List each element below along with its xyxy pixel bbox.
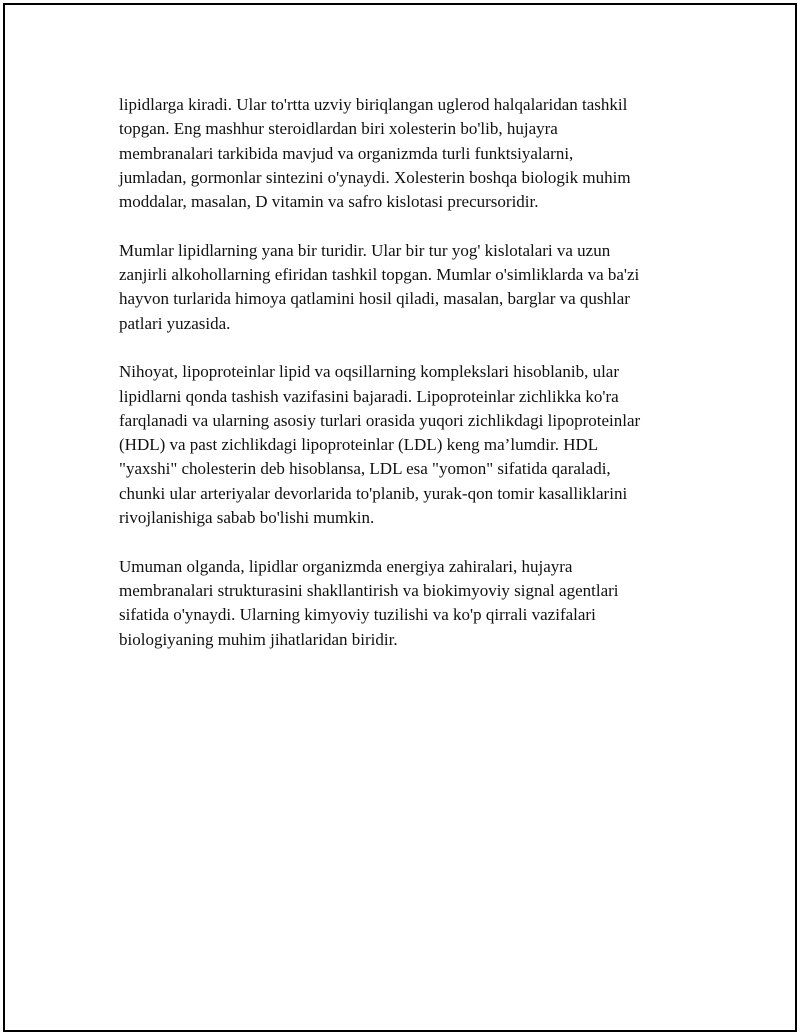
document-page bbox=[3, 3, 797, 1032]
document-body bbox=[119, 93, 719, 676]
paragraph-waxes: Mumlar lipidlarning yana bir turidir. Ular bir tur yog' kislotalari va uzun zanjirli alkohollarning efiridan tashkil topgan. Mumlar o'simliklarda va ba'zi hayvon turlarida himoya qatlamini hosil qiladi, masalan, barglar va qushlar patlari yuzasida. bbox=[119, 240, 640, 333]
paragraph-lipoproteins: Nihoyat, lipoproteinlar lipid va oqsillarning komplekslari hisoblanib, ular lipidlarni qonda tashish vazifasini bajaradi. Lipoproteinlar zichlikka ko'ra farqlanadi va ularning asosiy turlari orasida yuqori zichlikdagi lipoproteinlar (HDL) va past zichlikdagi lipoproteinlar (LDL) keng ma’lumdir. HDL "yaxshi" cholesterin deb hisoblansa, LDL esa "yomon" sifatida qaraladi, chunki ular arteriyalar devorlarida to'planib, yurak-qon tomir kasalliklarini rivojlanishiga sabab bo'lishi mumkin. bbox=[119, 362, 641, 528]
paragraph-steroids: lipidlarga kiradi. Ular to'rtta uzviy biriqlangan uglerod halqalaridan tashkil topgan. Eng mashhur steroidlardan biri xolesterin bo'lib, hujayra membranalari tarkibida mavjud va organizmda turli funktsiyalarni, jumladan, gormonlar sintezini o'ynaydi. Xolesterin boshqa biologik muhim moddalar, masalan, D vitamin va safro kislotasi precursoridir. bbox=[119, 95, 631, 212]
paragraph-summary: Umuman olganda, lipidlar organizmda energiya zahiralari, hujayra membranalari strukturasini shakllantirish va biokimyoviy signal agentlari sifatida o'ynaydi. Ularning kimyoviy tuzilishi va ko'p qirrali vazifalari biologiyaning muhim jihatlaridan biridir. bbox=[119, 556, 619, 649]
